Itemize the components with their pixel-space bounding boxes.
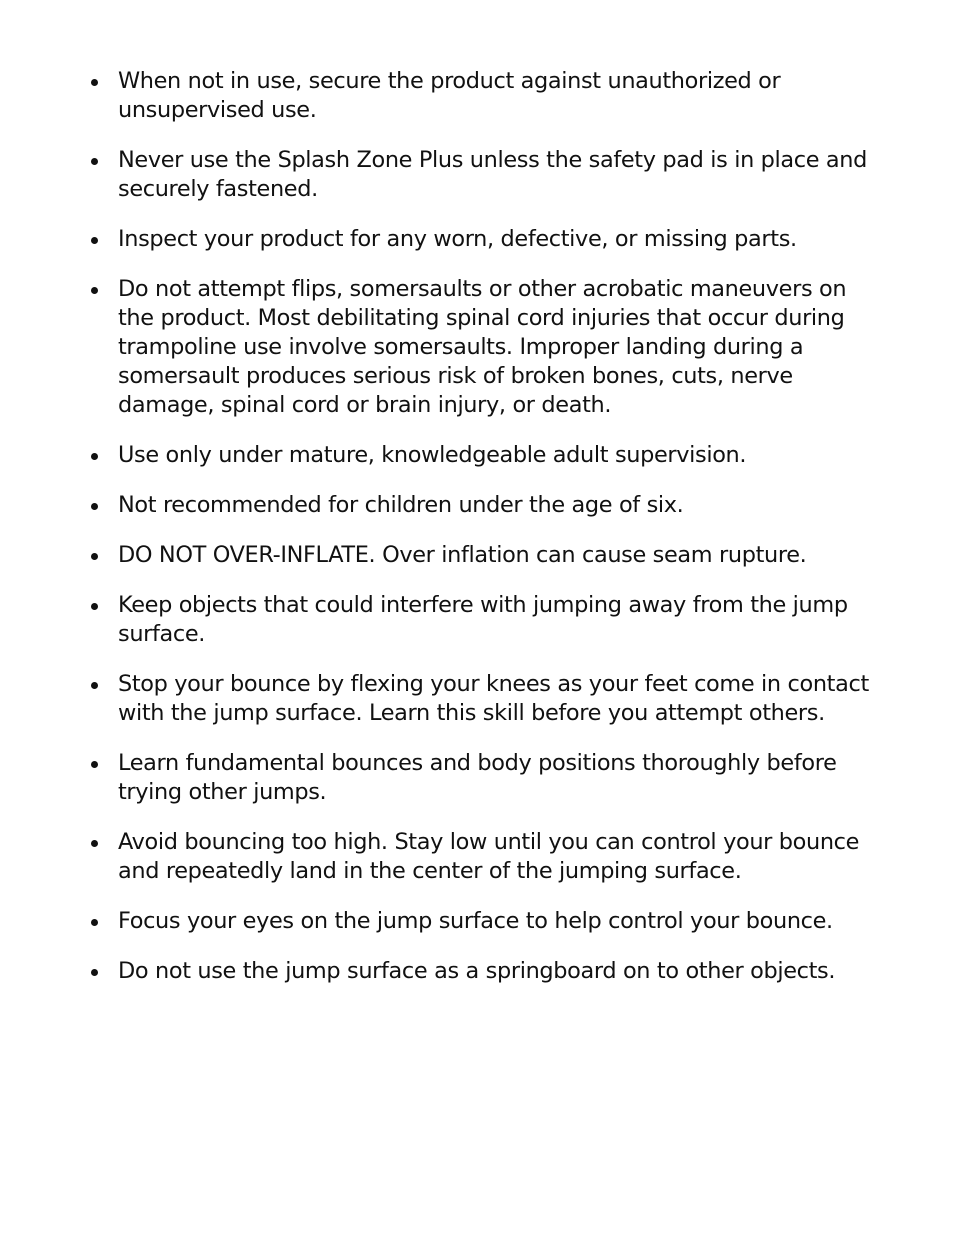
list-item-text: DO NOT OVER-INFLATE. Over inflation can cause seam rupture.	[118, 542, 807, 568]
bullet-icon	[91, 682, 98, 689]
list-item	[88, 907, 888, 936]
bullet-icon	[91, 761, 98, 768]
list-item	[88, 591, 888, 649]
bullet-icon	[91, 553, 98, 560]
list-item-text: When not in use, secure the product against unauthorized or unsupervised use.	[118, 68, 781, 123]
list-item-text: Do not attempt flips, somersaults or other acrobatic maneuvers on the product. Most debilitating spinal cord injuries that occur during trampoline use involve somersaults. Improper landing during a somersault produces serious risk of broken bones, cuts, nerve damage, spinal cord or brain injury, or death.	[118, 276, 847, 418]
bullet-icon	[91, 79, 98, 86]
bullet-icon	[91, 503, 98, 510]
bullet-icon	[91, 603, 98, 610]
bullet-icon	[91, 919, 98, 926]
bullet-icon	[91, 237, 98, 244]
list-item-text: Learn fundamental bounces and body positions thoroughly before trying other jumps.	[118, 750, 837, 805]
list-item-text: Never use the Splash Zone Plus unless the safety pad is in place and securely fastened.	[118, 147, 868, 202]
list-item	[88, 749, 888, 807]
list-item-text: Keep objects that could interfere with jumping away from the jump surface.	[118, 592, 848, 647]
list-item	[88, 541, 888, 570]
list-item-text: Use only under mature, knowledgeable adult supervision.	[118, 442, 747, 468]
list-item	[88, 146, 888, 204]
bullet-icon	[91, 287, 98, 294]
list-item	[88, 670, 888, 728]
bullet-icon	[91, 453, 98, 460]
list-item-text: Not recommended for children under the age of six.	[118, 492, 684, 518]
list-item	[88, 225, 888, 254]
list-item	[88, 828, 888, 886]
list-item-text: Inspect your product for any worn, defective, or missing parts.	[118, 226, 797, 252]
bullet-icon	[91, 969, 98, 976]
list-item	[88, 441, 888, 470]
list-item	[88, 491, 888, 520]
list-item	[88, 275, 888, 420]
safety-instructions-list	[88, 67, 888, 1007]
bullet-icon	[91, 840, 98, 847]
bullet-icon	[91, 158, 98, 165]
list-item	[88, 67, 888, 125]
list-item-text: Do not use the jump surface as a springboard on to other objects.	[118, 958, 836, 984]
list-item-text: Stop your bounce by flexing your knees as your feet come in contact with the jump surface. Learn this skill before you attempt others.	[118, 671, 869, 726]
list-item-text: Avoid bouncing too high. Stay low until you can control your bounce and repeatedly land in the center of the jumping surface.	[118, 829, 860, 884]
list-item	[88, 957, 888, 986]
list-item-text: Focus your eyes on the jump surface to help control your bounce.	[118, 908, 833, 934]
